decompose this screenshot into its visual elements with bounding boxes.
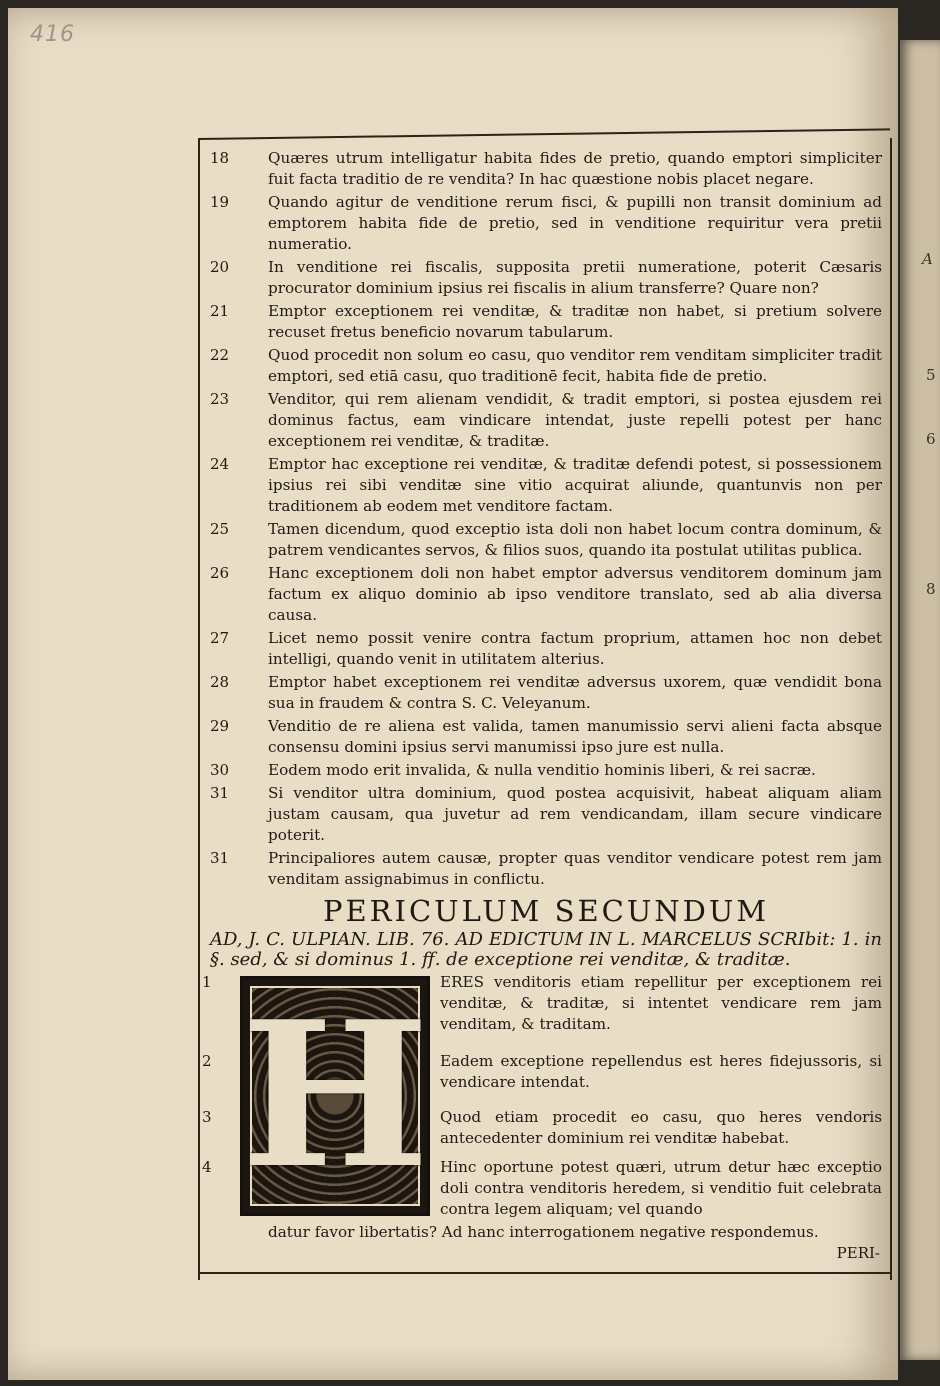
item-text: Quæres utrum intelligatur habita fides de pretio, quando emptori simpliciter fuit facta traditio de re vendita? In hac quæstione nobis placet negare. (268, 149, 882, 188)
item-number: 30 (210, 761, 230, 779)
summary-item (210, 454, 882, 517)
item-text: Quod etiam procedit eo casu, quo heres vendoris antecedenter dominium rei venditæ habebat. (440, 1108, 882, 1147)
summary-item (210, 716, 882, 758)
summary-item (210, 848, 882, 890)
final-line: datur favor libertatis? Ad hanc interrogationem negative respondemus. (268, 1223, 819, 1241)
item-text: Principaliores autem causæ, propter quas venditor vendicare potest rem jam venditam assignabimus in conflictu. (268, 849, 882, 888)
item-text: Hinc oportune potest quæri, utrum detur hæc exceptio doli contra venditoris heredem, si venditio fuit celebrata contra legem aliquam; vel quando (440, 1158, 882, 1218)
item-number: 4 (202, 1158, 212, 1176)
item-number: 29 (210, 717, 230, 735)
bottom-rule (198, 1272, 890, 1274)
summary-item (210, 257, 882, 299)
item-text: Eadem exceptione repellendus est heres fidejussoris, si vendicare intendat. (440, 1052, 882, 1091)
initial-letter: H (240, 978, 430, 1213)
item-text: ERES venditoris etiam repellitur per exceptionem rei venditæ, & traditæ, si intentet vendicare rem jam venditam, & traditam. (440, 973, 882, 1033)
summary-item (210, 672, 882, 714)
summary-item (210, 519, 882, 561)
summary-item (210, 628, 882, 670)
item-number: 2 (202, 1052, 212, 1070)
summary-item (210, 760, 882, 781)
second-section (202, 972, 882, 1264)
item-number: 25 (210, 520, 230, 538)
summary-item (210, 148, 882, 190)
item-text: Quando agitur de venditione rerum fisci, & pupilli non transit dominium ad emptorem habita fide de pretio, sed in venditione requiritur vera pretii numeratio. (268, 193, 882, 253)
item-number: 19 (210, 193, 230, 211)
pencil-folio-number: 416 (30, 22, 75, 47)
item-number: 1 (202, 973, 212, 991)
summary-item (210, 389, 882, 452)
summary-item (210, 192, 882, 255)
facing-margin-mark: A (922, 250, 933, 268)
second-summary-item (202, 972, 882, 1035)
facing-margin-mark: 5 (926, 366, 936, 384)
item-number: 22 (210, 346, 230, 364)
item-number: 20 (210, 258, 230, 276)
item-text: Quod procedit non solum eo casu, quo venditor rem venditam simpliciter tradit emptori, sed etiā casu, quo traditionē fecit, habita fide de pretio. (268, 346, 882, 385)
item-number: 24 (210, 455, 230, 473)
item-number: 3 (202, 1108, 212, 1126)
summary-item (210, 345, 882, 387)
item-number: 31 (210, 784, 230, 802)
item-text: Eodem modo erit invalida, & nulla venditio hominis liberi, & rei sacræ. (268, 761, 816, 779)
item-text: Emptor exceptionem rei venditæ, & traditæ non habet, si pretium solvere recuset fretus beneficio novarum tabularum. (268, 302, 882, 341)
item-text: Si venditor ultra dominium, quod postea acquisivit, habeat aliquam aliam justam causam, qua juvetur ad rem vendicandam, illam secure vindicare poterit. (268, 784, 882, 844)
item-text: Emptor hac exceptione rei venditæ, & traditæ defendi potest, si possessionem ipsius rei sibi venditæ sine vitio acquirat aliunde, quantunvis non per traditionem ab eodem met venditore factam. (268, 455, 882, 515)
second-summary-item (202, 1157, 882, 1220)
item-text: Emptor habet exceptionem rei venditæ adversus uxorem, quæ vendidit bona sua in fraudem & contra S. C. Veleyanum. (268, 673, 882, 712)
item-number: 26 (210, 564, 230, 582)
catchword: PERI- (836, 1244, 880, 1262)
second-summary-item (202, 1051, 882, 1093)
section-subheading: AD, J. C. ULPIAN. LIB. 76. AD EDICTUM IN L. MARCELUS SCRIbit: 1. in §. sed, & si dominus 1. ff. de exceptione rei venditæ, & traditæ. (210, 929, 882, 970)
section-heading: PERICULUM SECUNDUM (322, 894, 770, 928)
page-content (202, 148, 882, 1264)
second-summary-item (202, 1107, 882, 1149)
summary-item (210, 783, 882, 846)
item-number: 18 (210, 149, 230, 167)
item-text: Licet nemo possit venire contra factum proprium, attamen hoc non debet intelligi, quando venit in utilitatem alterius. (268, 629, 882, 668)
item-text: In venditione rei fiscalis, supposita pretii numeratione, poterit Cæsaris procurator dominium ipsius rei fiscalis in alium transferre? Quare non? (268, 258, 882, 297)
summary-item (210, 301, 882, 343)
summary-list (210, 148, 882, 890)
item-number: 23 (210, 390, 230, 408)
facing-page-edge (900, 40, 940, 1360)
summary-item (210, 563, 882, 626)
item-text: Hanc exceptionem doli non habet emptor adversus venditorem dominum jam factum ex aliquo dominio ab ipso venditore translato, sed ab alia diversa causa. (268, 564, 882, 624)
item-text: Tamen dicendum, quod exceptio ista doli non habet locum contra dominum, & patrem vendicantes servos, & filios suos, quando ita postulat utilitas publica. (268, 520, 882, 559)
item-number: 27 (210, 629, 230, 647)
facing-margin-mark: 6 (926, 430, 936, 448)
item-number: 28 (210, 673, 230, 691)
facing-margin-mark: 8 (926, 580, 936, 598)
item-text: Venditor, qui rem alienam vendidit, & tradit emptori, si postea ejusdem rei dominus factus, eam vindicare intendat, juste repelli potest per hanc exceptionem rei venditæ, & traditæ. (268, 390, 882, 450)
item-number: 21 (210, 302, 230, 320)
item-number: 31 (210, 849, 230, 867)
item-text: Venditio de re aliena est valida, tamen manumissio servi alieni facta absque consensu domini ipsius servi manumissi ipso jure est nulla. (268, 717, 882, 756)
